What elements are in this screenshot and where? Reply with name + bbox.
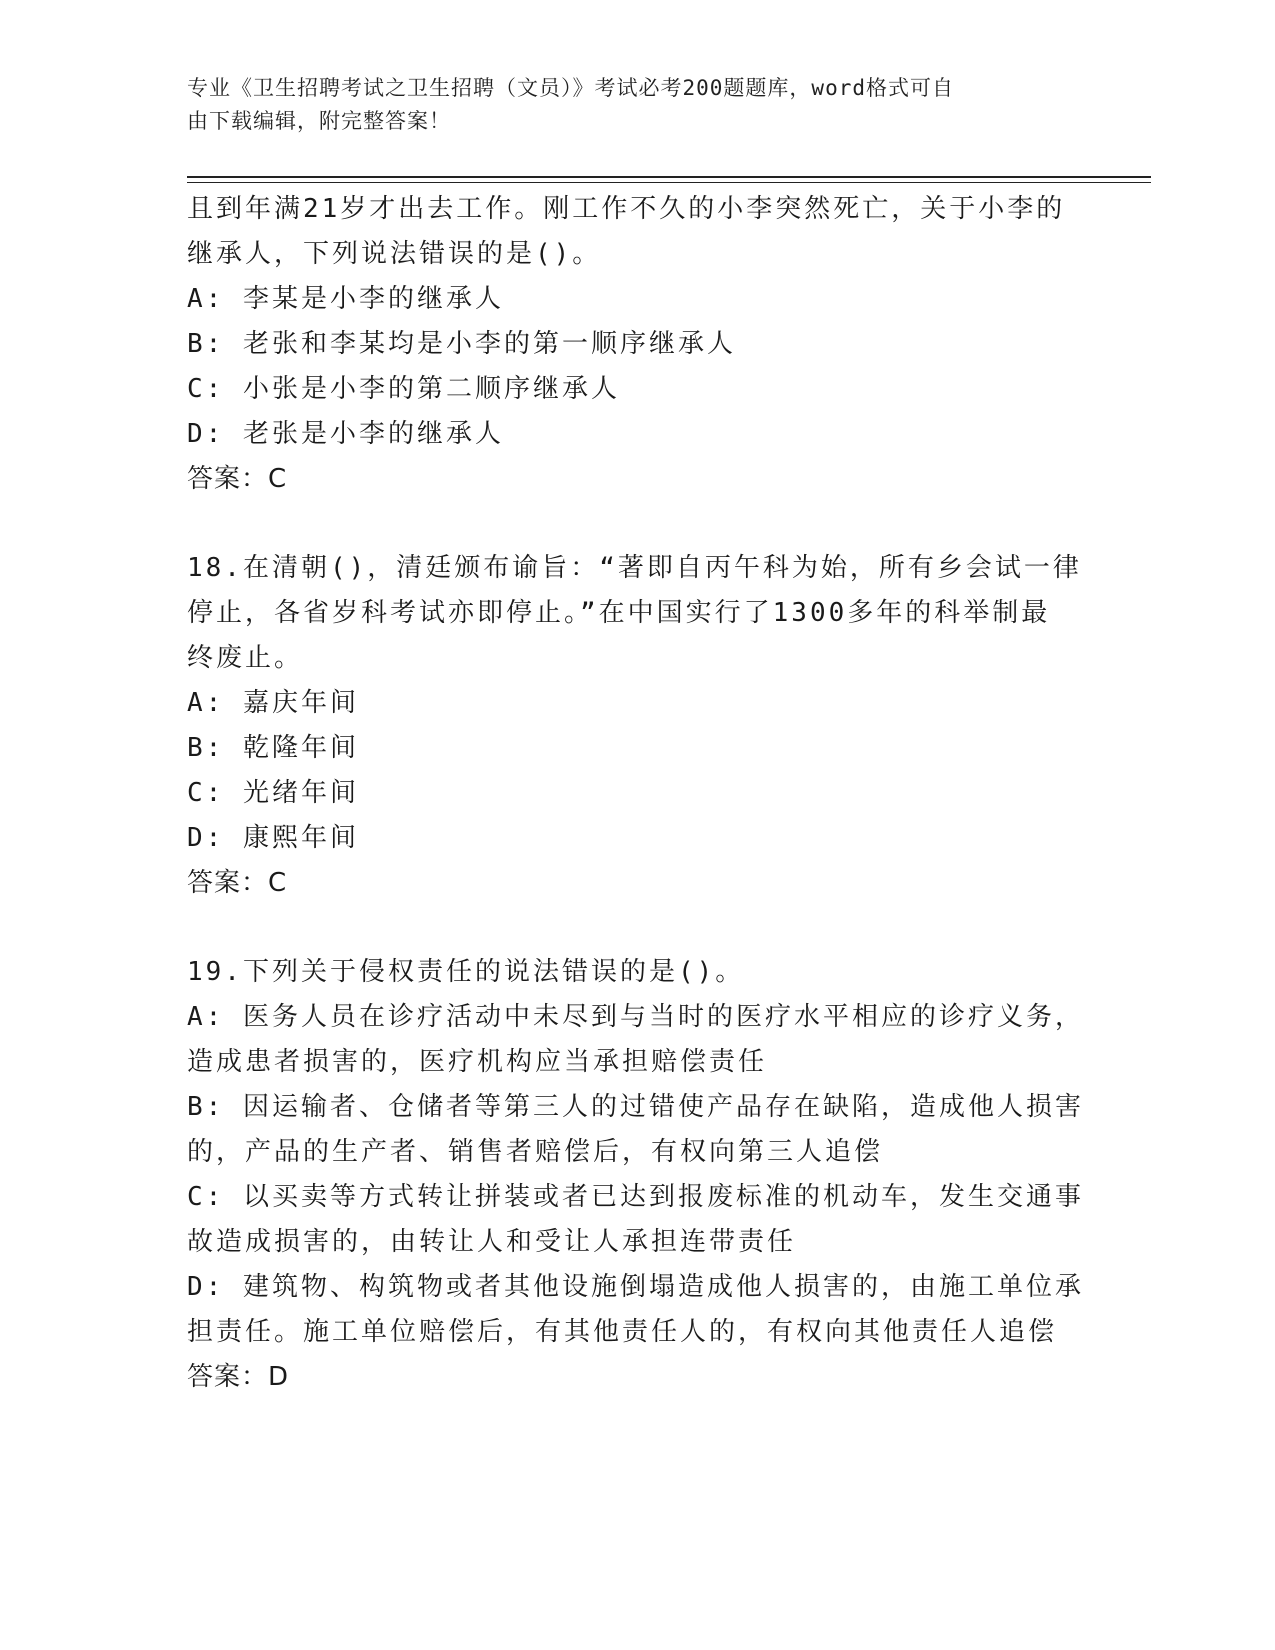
option-b: B: 老张和李某均是小李的第一顺序继承人: [187, 329, 736, 359]
question-text: 继承人，下列说法错误的是()。: [187, 239, 602, 269]
header-line-2: 由下载编辑，附完整答案！: [187, 109, 451, 133]
header-divider-thin: [187, 182, 1151, 183]
question-18: [187, 546, 1087, 906]
option-d: D: 老张是小李的继承人: [187, 419, 504, 449]
question-list: [187, 187, 1087, 1400]
question-text: 19.下列关于侵权责任的说法错误的是()。: [187, 957, 745, 987]
option-c-continued: 故造成损害的，由转让人和受让人承担连带责任: [187, 1227, 797, 1257]
spacer: [187, 906, 1087, 950]
option-c: C: 以买卖等方式转让拼装或者已达到报废标准的机动车，发生交通事: [187, 1182, 1084, 1212]
header-line-1: 专业《卫生招聘考试之卫生招聘（文员）》考试必考200题题库，word格式可自: [187, 76, 954, 100]
answer: 答案：C: [187, 464, 288, 494]
question-19: [187, 950, 1087, 1400]
option-d: D: 康熙年间: [187, 823, 359, 853]
question-17: [187, 187, 1087, 502]
option-d-continued: 担责任。施工单位赔偿后，有其他责任人的，有权向其他责任人追偿: [187, 1317, 1058, 1347]
document-header: [187, 72, 1067, 138]
option-d: D: 建筑物、构筑物或者其他设施倒塌造成他人损害的，由施工单位承: [187, 1272, 1084, 1302]
option-a: A: 医务人员在诊疗活动中未尽到与当时的医疗水平相应的诊疗义务，: [187, 1002, 1084, 1032]
answer: 答案：C: [187, 868, 288, 898]
answer: 答案：D: [187, 1362, 290, 1392]
option-c: C: 小张是小李的第二顺序继承人: [187, 374, 620, 404]
option-b-continued: 的，产品的生产者、销售者赔偿后，有权向第三人追偿: [187, 1137, 884, 1167]
option-b: B: 乾隆年间: [187, 733, 359, 763]
question-text: 18.在清朝()，清廷颁布谕旨：“著即自丙午科为始，所有乡会试一律: [187, 553, 1082, 583]
question-text: 停止，各省岁科考试亦即停止。”在中国实行了1300多年的科举制最: [187, 598, 1051, 628]
question-text: 且到年满21岁才出去工作。刚工作不久的小李突然死亡，关于小李的: [187, 194, 1066, 224]
question-text: 终废止。: [187, 643, 304, 673]
option-a: A: 嘉庆年间: [187, 688, 359, 718]
spacer: [187, 502, 1087, 546]
option-a: A: 李某是小李的继承人: [187, 284, 504, 314]
option-b: B: 因运输者、仓储者等第三人的过错使产品存在缺陷，造成他人损害: [187, 1092, 1084, 1122]
option-a-continued: 造成患者损害的，医疗机构应当承担赔偿责任: [187, 1047, 768, 1077]
header-divider-thick: [187, 176, 1151, 178]
option-c: C: 光绪年间: [187, 778, 359, 808]
